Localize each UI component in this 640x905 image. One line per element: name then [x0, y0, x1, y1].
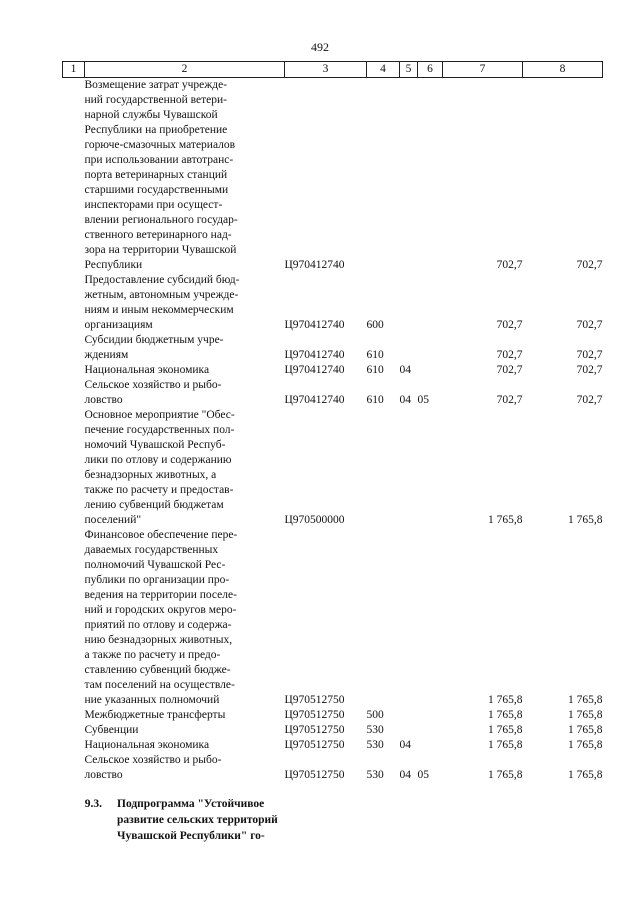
row-name-cell [85, 333, 285, 363]
table-row [63, 273, 603, 333]
amount-cell: 702,7 [496, 394, 523, 406]
amount-cell: 1 765,8 [488, 769, 523, 781]
row-number-cell [63, 708, 85, 723]
column-header: 4 [367, 62, 400, 78]
subsection-cell [418, 78, 443, 274]
subsection-cell [418, 738, 443, 753]
expense-type-cell: 610 [366, 349, 384, 361]
target-article-cell: Ц970412740 [284, 364, 345, 376]
target-article-cell: Ц970412740 [284, 349, 345, 361]
subsection-cell [418, 723, 443, 738]
subsection-cell [418, 408, 443, 528]
target-article-cell: Ц970412740 [284, 259, 345, 271]
amount-cell: 702,7 [576, 319, 603, 331]
row-name-cell [85, 708, 285, 723]
amount-cell: 702,7 [576, 349, 603, 361]
amount-cell: 1 765,8 [488, 724, 523, 736]
target-article-cell: Ц970512750 [284, 694, 345, 706]
subsection-cell [418, 363, 443, 378]
row-name-text: Возмещение затрат учрежде- ний государственной ветери- нарной службы Чувашской Республики на приобретение горюче-смазочных материалов при использовании автотранс- порта ветеринарных станций старшими государственными инспекторами при осущест- влении регионального государ- ственного ветеринарного над- зора на территории Чувашской Республики [84, 79, 238, 271]
section-cell [400, 708, 418, 723]
target-article-cell: Ц970412740 [284, 319, 345, 331]
amount-cell: 1 765,8 [568, 769, 603, 781]
subsection-cell [418, 333, 443, 363]
amount-cell: 702,7 [576, 364, 603, 376]
section-cell [400, 273, 418, 333]
section-cell [400, 333, 418, 363]
column-number-row [63, 62, 603, 78]
expense-type-cell: 500 [366, 709, 384, 721]
amount-cell: 702,7 [496, 319, 523, 331]
section-cell: 04 [399, 364, 411, 376]
expense-type-cell [367, 528, 400, 708]
row-number-cell [63, 78, 85, 274]
row-name-cell [85, 273, 285, 333]
table-row [63, 333, 603, 363]
amount-cell: 702,7 [496, 259, 523, 271]
amount-cell: 1 765,8 [568, 724, 603, 736]
target-article-cell: Ц970512750 [284, 724, 345, 736]
amount-cell: 702,7 [496, 364, 523, 376]
expense-type-cell: 530 [366, 724, 384, 736]
expense-type-cell: 610 [366, 394, 384, 406]
subsection-cell [418, 528, 443, 708]
subprogram-number: 9.3. [84, 798, 102, 810]
subprogram-title: Подпрограмма "Устойчивое развитие сельских территорий Чувашской Республики" го- [117, 798, 278, 842]
table-row [63, 363, 603, 378]
section-cell [400, 528, 418, 708]
expense-type-cell [367, 408, 400, 528]
amount-cell: 1 765,8 [568, 514, 603, 526]
row-name-text: Национальная экономика [84, 364, 210, 376]
row-name-text: Национальная экономика [84, 739, 210, 751]
section-cell: 04 [399, 739, 411, 751]
amount-cell: 1 765,8 [568, 739, 603, 751]
row-name-text: Финансовое обеспечение пере- даваемых государственных полномочий Чувашской Рес- публики по организации про- ведения на территории поселе- ний и городских округов меро- приятий по отлову и содержа- нию безнадзорных животных, а также по расчету и предо- ставлению субвенций бюдже- там поселений на осуществле- ние указанных полномочий [84, 529, 238, 706]
row-number-cell [63, 528, 85, 708]
expense-type-cell: 530 [366, 739, 384, 751]
row-number-cell [63, 273, 85, 333]
row-number-cell [63, 333, 85, 363]
amount-cell: 702,7 [496, 349, 523, 361]
subsection-cell [418, 708, 443, 723]
row-number-cell [63, 363, 85, 378]
amount-cell: 1 765,8 [488, 739, 523, 751]
amount-cell: 702,7 [576, 259, 603, 271]
row-name-cell [85, 528, 285, 708]
column-header: 5 [400, 62, 418, 78]
budget-table [62, 61, 603, 783]
row-name-cell [85, 738, 285, 753]
column-header: 2 [85, 62, 285, 78]
section-cell [400, 78, 418, 274]
expense-type-cell: 610 [366, 364, 384, 376]
expense-type-cell: 530 [366, 769, 384, 781]
row-name-cell [85, 78, 285, 274]
table-body [63, 78, 603, 784]
target-article-cell: Ц970512750 [284, 769, 345, 781]
amount-cell: 1 765,8 [488, 514, 523, 526]
row-number-cell [63, 738, 85, 753]
target-article-cell: Ц970512750 [284, 739, 345, 751]
amount-cell: 702,7 [576, 394, 603, 406]
row-name-cell [85, 753, 285, 783]
section-cell [400, 408, 418, 528]
row-number-cell [63, 408, 85, 528]
target-article-cell: Ц970412740 [284, 394, 345, 406]
section-cell: 04 [399, 394, 411, 406]
row-name-cell [85, 408, 285, 528]
target-article-cell: Ц970512750 [284, 709, 345, 721]
row-name-text: Предоставление субсидий бюд- жетным, автономным учрежде- ниям и иным некоммерческим организациям [84, 274, 240, 331]
subsection-cell: 05 [417, 769, 429, 781]
column-header: 3 [285, 62, 367, 78]
subsection-cell: 05 [417, 394, 429, 406]
table-row [63, 723, 603, 738]
row-name-text: Межбюджетные трансферты [84, 709, 226, 721]
table-row [63, 78, 603, 274]
subsection-cell [418, 273, 443, 333]
column-header: 1 [63, 62, 85, 78]
table-row [63, 738, 603, 753]
table-row [63, 408, 603, 528]
row-name-text: Субвенции [84, 724, 139, 736]
amount-cell: 1 765,8 [568, 709, 603, 721]
column-header: 7 [443, 62, 523, 78]
table-row [63, 753, 603, 783]
amount-cell: 1 765,8 [568, 694, 603, 706]
amount-cell: 1 765,8 [488, 694, 523, 706]
table-row [63, 528, 603, 708]
row-name-text: Сельское хозяйство и рыбо- ловство [84, 754, 222, 781]
row-name-text: Основное мероприятие "Обес- печение государственных пол- номочий Чувашской Респуб- лики по отлову и содержанию безнадзорных животных, а также по расчету и предостав- лению субвенций бюджетам поселений" [84, 409, 235, 526]
row-name-cell [85, 378, 285, 408]
expense-type-cell: 600 [366, 319, 384, 331]
expense-type-cell [367, 78, 400, 274]
row-name-text: Сельское хозяйство и рыбо- ловство [84, 379, 222, 406]
row-name-cell [85, 723, 285, 738]
section-cell: 04 [399, 769, 411, 781]
page-number: 492 [311, 40, 329, 54]
row-name-cell [85, 363, 285, 378]
target-article-cell: Ц970500000 [284, 514, 345, 526]
amount-cell: 1 765,8 [488, 709, 523, 721]
section-cell [400, 723, 418, 738]
table-row [63, 378, 603, 408]
column-header: 8 [523, 62, 603, 78]
row-number-cell [63, 723, 85, 738]
row-number-cell [63, 753, 85, 783]
row-number-cell [63, 378, 85, 408]
column-header: 6 [418, 62, 443, 78]
row-name-text: Субсидии бюджетным учре- ждениям [84, 334, 224, 361]
table-row [63, 708, 603, 723]
